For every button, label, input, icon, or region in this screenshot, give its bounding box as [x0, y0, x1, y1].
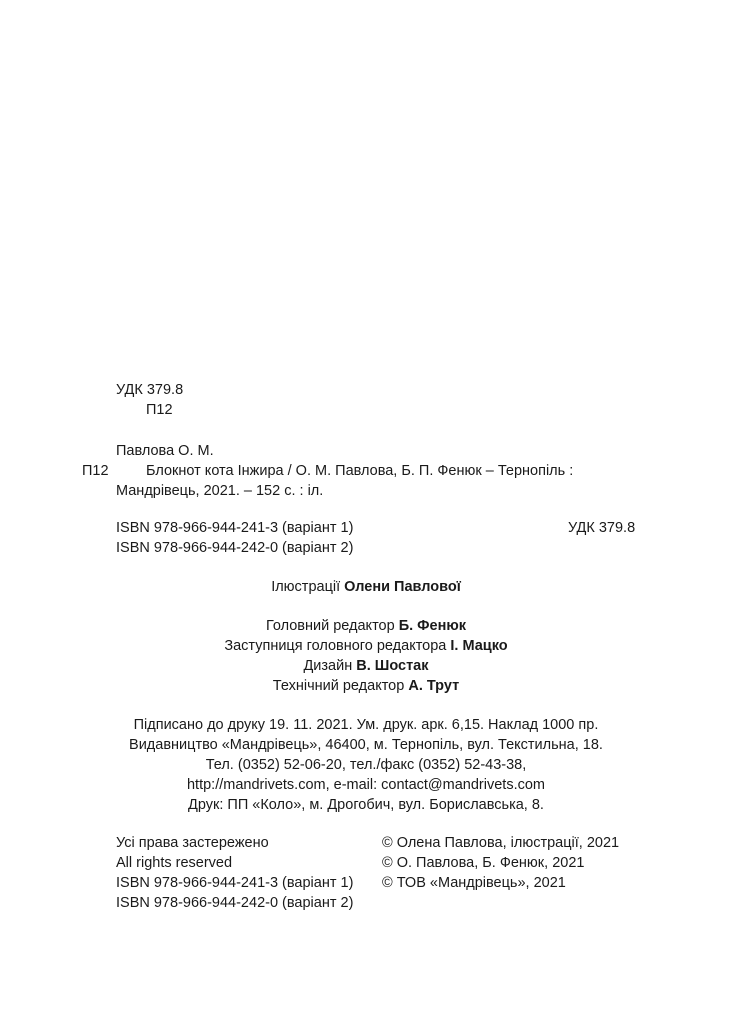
- imprint-line: http://mandrivets.com, e-mail: contact@mandrivets.com: [186, 777, 545, 793]
- staff-role: Технічний редактор: [272, 678, 405, 694]
- staff-role: Заступниця головного редактора: [224, 638, 447, 654]
- bibliographic-description-cont: Мандрівець, 2021. – 152 с. : іл.: [116, 483, 324, 499]
- staff-credit: [0, 656, 732, 676]
- copyright-line: © О. Павлова, Б. Фенюк, 2021: [382, 855, 585, 871]
- staff-credit: [0, 616, 732, 636]
- author-name: Павлова О. М.: [116, 443, 214, 459]
- imprint-line: Друк: ПП «Коло», м. Дрогобич, вул. Бориславська, 8.: [188, 797, 544, 813]
- isbn-variant-1: ISBN 978-966-944-241-3 (варіант 1): [116, 520, 354, 536]
- imprint-line: Видавництво «Мандрівець», 46400, м. Тернопіль, вул. Текстильна, 18.: [129, 737, 603, 753]
- copyright-line: © Олена Павлова, ілюстрації, 2021: [382, 835, 620, 851]
- staff-role: Дизайн: [303, 658, 353, 674]
- rights-reserved-ua: Усі права застережено: [116, 835, 269, 851]
- illustrations-credit: [0, 577, 732, 597]
- copyright-line: © ТОВ «Мандрівець», 2021: [382, 875, 566, 891]
- staff-name: І. Мацко: [450, 638, 508, 654]
- udk-code-right: УДК 379.8: [568, 520, 636, 536]
- isbn-variant-2: ISBN 978-966-944-242-0 (варіант 2): [116, 895, 354, 911]
- staff-role: Головний редактор: [265, 618, 395, 634]
- isbn-variant-1: ISBN 978-966-944-241-3 (варіант 1): [116, 875, 354, 891]
- illustrations-label: Ілюстрації: [271, 579, 341, 595]
- rights-reserved-en: All rights reserved: [116, 855, 233, 871]
- staff-name: В. Шостак: [356, 658, 429, 674]
- imprint-line: Тел. (0352) 52-06-20, тел./факс (0352) 52-43-38,: [205, 757, 527, 773]
- imprint-line: Підписано до друку 19. 11. 2021. Ум. друк. арк. 6,15. Наклад 1000 пр.: [133, 717, 599, 733]
- staff-credit: [0, 636, 732, 656]
- staff-name: А. Трут: [408, 678, 460, 694]
- author-mark-margin: П12: [82, 463, 109, 479]
- isbn-variant-2: ISBN 978-966-944-242-0 (варіант 2): [116, 540, 354, 556]
- udk-code: УДК 379.8: [116, 382, 184, 398]
- staff-credit: [0, 676, 732, 696]
- staff-name: Б. Фенюк: [398, 618, 467, 634]
- author-mark: П12: [146, 402, 173, 418]
- bibliographic-description: Блокнот кота Інжира / О. М. Павлова, Б. П. Фенюк – Тернопіль :: [146, 463, 574, 479]
- illustrator-name: Олени Павлової: [344, 579, 461, 595]
